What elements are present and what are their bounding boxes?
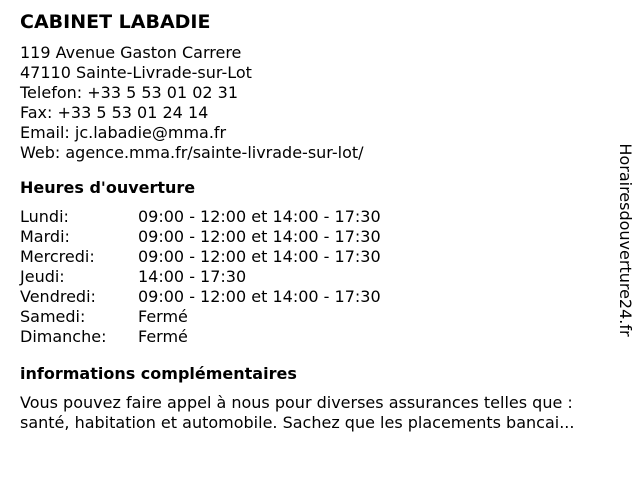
address-city: 47110 Sainte-Livrade-sur-Lot <box>20 63 252 82</box>
info-line-1: Vous pouvez faire appel à nous pour diverses assurances telles que : <box>20 393 573 412</box>
day-label: Samedi: <box>20 307 86 326</box>
hours-row-saturday <box>20 307 615 327</box>
day-label: Jeudi: <box>20 267 65 286</box>
day-label: Lundi: <box>20 207 69 226</box>
hours-row-wednesday <box>20 247 615 267</box>
info-line-2: santé, habitation et automobile. Sachez que les placements bancai... <box>20 413 575 432</box>
address-street: 119 Avenue Gaston Carrere <box>20 43 242 62</box>
fax-number: Fax: +33 5 53 01 24 14 <box>20 103 209 122</box>
business-name: CABINET LABADIE <box>20 11 211 33</box>
website-address: Web: agence.mma.fr/sainte-livrade-sur-lot/ <box>20 143 364 162</box>
day-hours: 14:00 - 17:30 <box>138 267 247 286</box>
day-label: Dimanche: <box>20 327 107 346</box>
day-hours: Fermé <box>138 327 188 346</box>
day-label: Mardi: <box>20 227 70 246</box>
site-watermark: Horairesdouverture24.fr <box>616 143 635 337</box>
email-address: Email: jc.labadie@mma.fr <box>20 123 227 142</box>
day-hours: 09:00 - 12:00 et 14:00 - 17:30 <box>138 247 381 266</box>
day-label: Vendredi: <box>20 287 96 306</box>
business-card <box>20 10 615 433</box>
additional-info-text <box>20 393 630 433</box>
hours-row-friday <box>20 287 615 307</box>
additional-info-heading: informations complémentaires <box>20 364 297 383</box>
opening-hours-table <box>20 207 615 347</box>
day-hours: Fermé <box>138 307 188 326</box>
phone-number: Telefon: +33 5 53 01 02 31 <box>20 83 239 102</box>
hours-row-monday <box>20 207 615 227</box>
hours-row-sunday <box>20 327 615 347</box>
day-hours: 09:00 - 12:00 et 14:00 - 17:30 <box>138 207 381 226</box>
hours-row-thursday <box>20 267 615 287</box>
day-label: Mercredi: <box>20 247 95 266</box>
day-hours: 09:00 - 12:00 et 14:00 - 17:30 <box>138 227 381 246</box>
day-hours: 09:00 - 12:00 et 14:00 - 17:30 <box>138 287 381 306</box>
opening-hours-heading: Heures d'ouverture <box>20 178 196 197</box>
hours-row-tuesday <box>20 227 615 247</box>
